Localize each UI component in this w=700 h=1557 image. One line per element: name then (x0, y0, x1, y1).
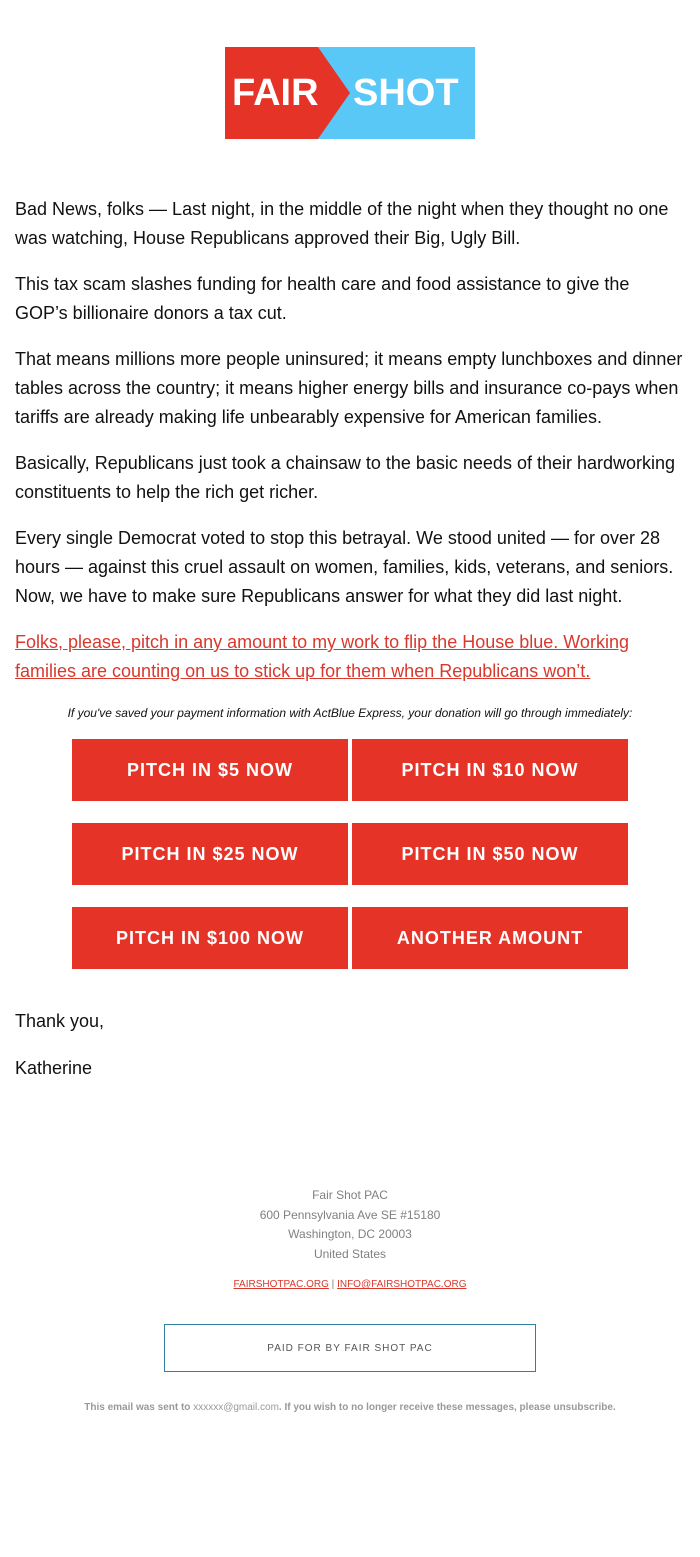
paid-for-text: PAID FOR BY FAIR SHOT PAC (267, 1342, 433, 1354)
actblue-express-note: If you've saved your payment information with ActBlue Express, your donation will go through immediately: (67, 706, 633, 720)
footer-address (0, 1186, 700, 1264)
paragraph-4: Basically, Republicans just took a chainsaw to the basic needs of their hardworking constituents to help the rich get richer. (15, 453, 676, 502)
pitch-5-button[interactable]: PITCH IN $5 NOW (72, 739, 348, 801)
link-separator: | (331, 1279, 335, 1290)
footer-org: Fair Shot PAC (312, 1188, 388, 1202)
paid-for-disclaimer (164, 1324, 536, 1372)
another-amount-button[interactable]: ANOTHER AMOUNT (352, 907, 628, 969)
footer-street: 600 Pennsylvania Ave SE #15180 (259, 1207, 441, 1222)
paragraph-5: Every single Democrat voted to stop this betrayal. We stood united — for over 28 hours — against this cruel assault on women, families, kids, veterans, and seniors. Now, we have to make sure Republicans answer for what they did last night. (15, 528, 674, 606)
sent-to-prefix: This email was sent to (84, 1402, 191, 1413)
pitch-10-button[interactable]: PITCH IN $10 NOW (352, 739, 628, 801)
donate-link[interactable]: Folks, please, pitch in any amount to my work to flip the House blue. Working families are counting on us to stick up for them when Republicans won’t. (15, 632, 629, 681)
logo-word-shot: SHOT (353, 72, 459, 114)
paragraph-2: This tax scam slashes funding for health care and food assistance to give the GOP’s billionaire donors a tax cut. (15, 274, 630, 323)
footer-links (0, 1279, 700, 1290)
website-link[interactable]: FAIRSHOTPAC.ORG (233, 1279, 329, 1290)
pitch-25-button[interactable]: PITCH IN $25 NOW (72, 823, 348, 885)
email-link[interactable]: INFO@FAIRSHOTPAC.ORG (337, 1279, 467, 1290)
email-body (15, 195, 687, 703)
unsubscribe-notice (0, 1402, 700, 1413)
pitch-100-button[interactable]: PITCH IN $100 NOW (72, 907, 348, 969)
pitch-50-button[interactable]: PITCH IN $50 NOW (352, 823, 628, 885)
footer-city: Washington, DC 20003 (288, 1227, 412, 1241)
cta-paragraph (15, 628, 687, 686)
thank-you-text: Thank you, (15, 1011, 105, 1031)
recipient-email: xxxxxx@gmail.com (193, 1402, 279, 1413)
signature: Katherine (15, 1058, 93, 1078)
fair-shot-logo[interactable] (225, 47, 475, 139)
footer-country: United States (313, 1246, 387, 1261)
logo-word-fair: FAIR (232, 72, 319, 114)
unsubscribe-text[interactable]: . If you wish to no longer receive these messages, please unsubscribe. (278, 1402, 616, 1413)
paragraph-3: That means millions more people uninsured; it means empty lunchboxes and dinner tables across the country; it means higher energy bills and insurance co-pays when tariffs are already making life unbearably expensive for American families. (15, 349, 683, 427)
paragraph-1: Bad News, folks — Last night, in the middle of the night when they thought no one was watching, House Republicans approved their Big, Ugly Bill. (15, 199, 669, 248)
